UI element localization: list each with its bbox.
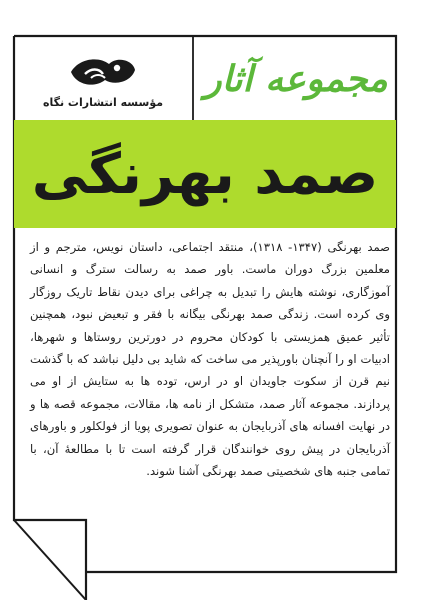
publisher-name: مؤسسه انتشارات نگاه	[42, 95, 164, 109]
book-description: صمد بهرنگی (۱۳۴۷- ۱۳۱۸)، منتقد اجتماعی، داستان نویس، مترجم و از معلمین بزرگ دوران ماست. باور صمد به رسالت سترگ و انسانی آموزگاری، نوشته هایش را تبدیل به چراغی برای دیدن نقاط تاریک روزگار وی کرده است. زندگی صمد بهرنگی بیگانه با فقر و تبعیض نبود، همچنین تأثیر عمیق همزیستی با کودکان محروم در دورترین روستاها و شهرها، ادبیات او را آنچنان باورپذیر می ساخت که شاید بی دلیل نباشد که با گذشت نیم قرن از سکوت جاویدان او در ارس، توده ها به ستایش از او می پردازند. مجموعه آثار صمد، متشکل از نامه ها، مقالات، مجموعه قصه ها و در نهایت افسانه های آذربایجان به عنوان تصویری پویا از فولکلور و باورهای آذربایجان در پیش روی خوانندگان قرار گرفته است تا با مطالعهٔ آن، با تمامی جنبه های شخصیتی صمد بهرنگی آشنا شوند.	[30, 240, 390, 479]
publisher-block	[14, 42, 192, 118]
series-title: مجموعه آثار	[204, 58, 388, 100]
author-name: صمد بهرنگی	[31, 141, 379, 207]
negah-bird-logo-icon	[65, 52, 141, 92]
